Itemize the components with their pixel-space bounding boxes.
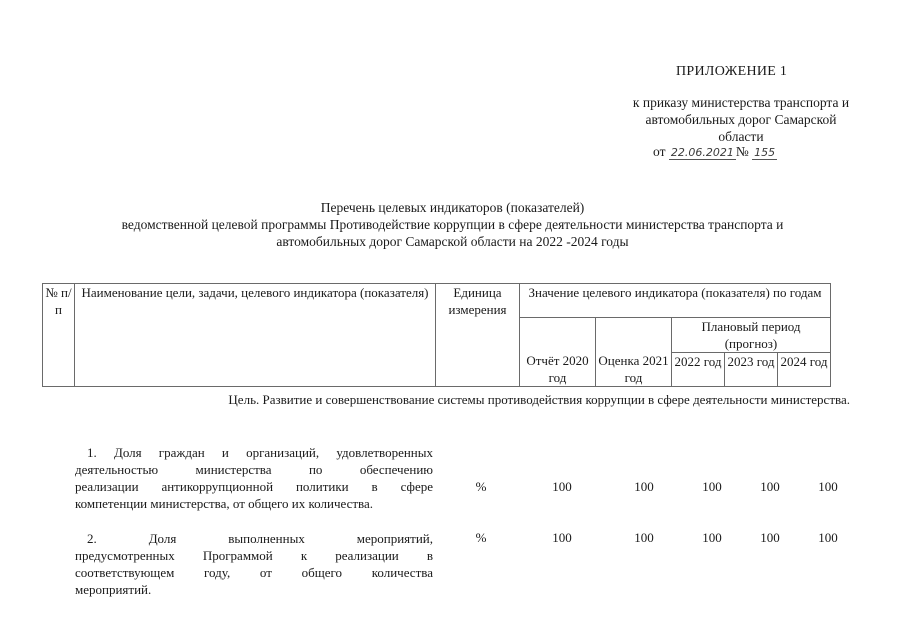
indicator-name-line: 1. Доля граждан и организаций, удовлетворенных xyxy=(87,445,433,460)
indicator-name xyxy=(75,530,433,598)
indicator-name-line: деятельностью министерства по обеспечению xyxy=(75,462,433,477)
value-2022: 100 xyxy=(702,530,722,545)
number-label: № xyxy=(735,144,749,159)
unit-value: % xyxy=(475,530,487,545)
title-line: автомобильных дорог Самарской области на 2022 -2024 годы xyxy=(276,234,629,249)
order-number: 155 xyxy=(754,146,776,159)
value-2023: 100 xyxy=(760,530,780,545)
value-2024: 100 xyxy=(818,479,838,494)
col-report-header: Отчёт 2020 год xyxy=(520,318,596,387)
value-2021: 100 xyxy=(634,479,654,494)
reference-line: к приказу министерства транспорта и xyxy=(632,95,850,110)
value-2024: 100 xyxy=(818,530,838,545)
reference-line: области xyxy=(718,129,764,144)
col-year-header: 2024 год xyxy=(778,353,831,387)
col-estimate-header: Оценка 2021 год xyxy=(596,318,672,387)
indicator-name-line: 2. Доля выполненных мероприятий, xyxy=(87,531,433,546)
value-2020: 100 xyxy=(552,530,572,545)
indicators-table-header xyxy=(42,283,831,387)
indicator-name-line: соответствующем году, от общего количества xyxy=(75,565,433,580)
value-2021: 100 xyxy=(634,530,654,545)
indicator-name xyxy=(75,444,433,512)
col-unit-header: Единица измерения xyxy=(436,284,520,387)
goal-statement: Цель. Развитие и совершенствование системы противодействия коррупции в сфере деятельности министерства. xyxy=(228,392,850,407)
col-year-header: 2023 год xyxy=(725,353,778,387)
date-prefix: от xyxy=(653,144,666,159)
order-date-number xyxy=(653,144,777,160)
title-line: Перечень целевых индикаторов (показателей) xyxy=(320,200,585,215)
col-values-header: Значение целевого индикатора (показателя) по годам xyxy=(520,284,831,318)
order-date: 22.06.2021 xyxy=(670,146,734,159)
col-number-header: № п/п xyxy=(43,284,75,387)
value-2023: 100 xyxy=(760,479,780,494)
appendix-title: ПРИЛОЖЕНИЕ 1 xyxy=(676,64,788,79)
indicator-name-line: мероприятий. xyxy=(75,582,152,597)
indicator-name-line: реализации антикоррупционной политики в сфере xyxy=(75,479,433,494)
appendix-reference xyxy=(596,94,886,145)
reference-line: автомобильных дорог Самарской xyxy=(645,112,837,127)
value-2022: 100 xyxy=(702,479,722,494)
title-line: ведомственной целевой программы Противодействие коррупции в сфере деятельности министерства транспорта и xyxy=(121,217,784,232)
indicator-name-line: компетенции министерства, от общего их количества. xyxy=(75,496,374,511)
col-plan-header: Плановый период (прогноз) xyxy=(672,318,831,353)
unit-value: % xyxy=(475,479,487,494)
indicator-name-line: предусмотренных Программой к реализации в xyxy=(75,548,433,563)
col-name-header: Наименование цели, задачи, целевого индикатора (показателя) xyxy=(75,284,436,387)
value-2020: 100 xyxy=(552,479,572,494)
document-title xyxy=(40,199,865,250)
col-year-header: 2022 год xyxy=(672,353,725,387)
